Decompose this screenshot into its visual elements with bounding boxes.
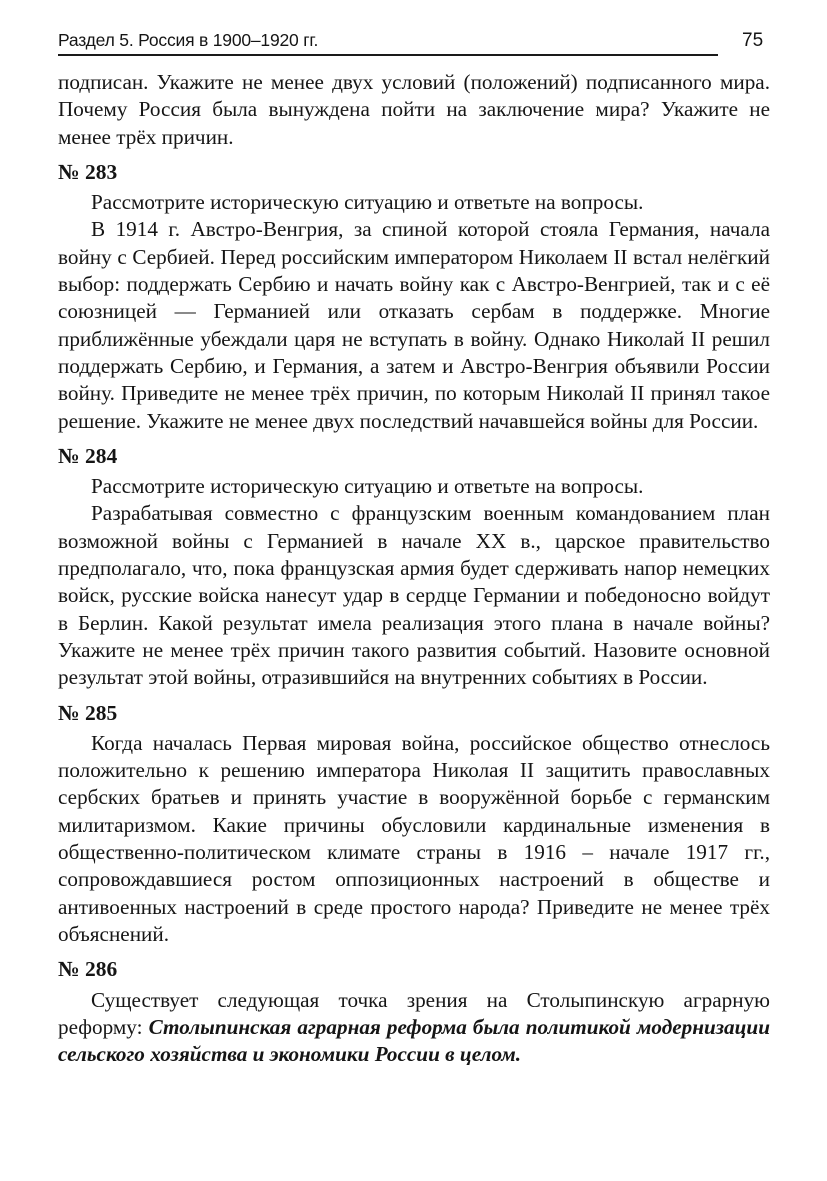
task-284-instruction: Рассмотрите историческую ситуацию и ответьте на вопросы. <box>91 474 644 499</box>
task-283-number: № 283 <box>58 159 118 184</box>
task-285-body: Когда началась Первая мировая война, российское общество отнеслось положительно к решению императора Николая II защитить православных сербских братьев и принять участие в вооружённой борьбе с германским милитаризмом. Какие причины обусловили кардинальные изменения в общественно-политическом климате страны в 1916 – начале 1917 гг., сопровождавшиеся ростом оппозиционных настроений в обществе и антивоенных настроений в среде простого народа? Приведите не менее трёх объяснений. <box>58 730 770 946</box>
section-title: Раздел 5. Россия в 1900–1920 гг. <box>58 30 319 50</box>
task-283-instruction: Рассмотрите историческую ситуацию и ответьте на вопросы. <box>91 190 644 215</box>
running-header <box>58 26 718 56</box>
task-286-body <box>58 987 770 1069</box>
page-number: 75 <box>742 30 764 51</box>
intro-paragraph: подписан. Укажите не менее двух условий (положений) подписанного мира. Почему Россия была вынуждена пойти на заключение мира? Укажите не менее трёх причин. <box>58 70 770 149</box>
page-body <box>58 69 770 1068</box>
task-283-body: В 1914 г. Австро-Венгрия, за спиной которой стояла Германия, начала войну с Сербией. Перед российским императором Николаем II встал нелёгкий выбор: поддержать Сербию и начать войну как с Австро-Венгрией, так и с её союзницей — Германией или отказать сербам в поддержке. Многие приближённые убеждали царя не вступать в войну. Однако Николай II решил поддержать Сербию, и Германия, а затем и Австро-Венгрия объявили России войну. Приведите не менее трёх причин, по которым Николай II принял такое решение. Укажите не менее двух последствий начавшейся войны для России. <box>58 217 770 433</box>
task-286-lead: Существует следующая точка зрения на Столыпинскую аграрную реформу: <box>58 987 770 1039</box>
task-286-quote: Столыпинская аграрная реформа была политикой модернизации сельского хозяйства и экономики России в целом. <box>58 1014 771 1067</box>
task-284-body: Разрабатывая совместно с французским военным командованием план возможной войны с Германией в начале XX в., царское правительство предполагало, что, пока французская армия будет сдерживать напор немецких войск, русские войска нанесут удар в сердце Германии и победоносно войдут в Берлин. Какой результат имела реализация этого плана в начале войны? Укажите не менее трёх причин такого развития событий. Назовите основной результат этой войны, отразившийся на внутренних событиях в России. <box>58 501 770 690</box>
task-285-number: № 285 <box>58 700 118 725</box>
task-284-number: № 284 <box>58 443 118 468</box>
task-286-number: № 286 <box>58 957 118 982</box>
header-divider <box>58 54 718 56</box>
